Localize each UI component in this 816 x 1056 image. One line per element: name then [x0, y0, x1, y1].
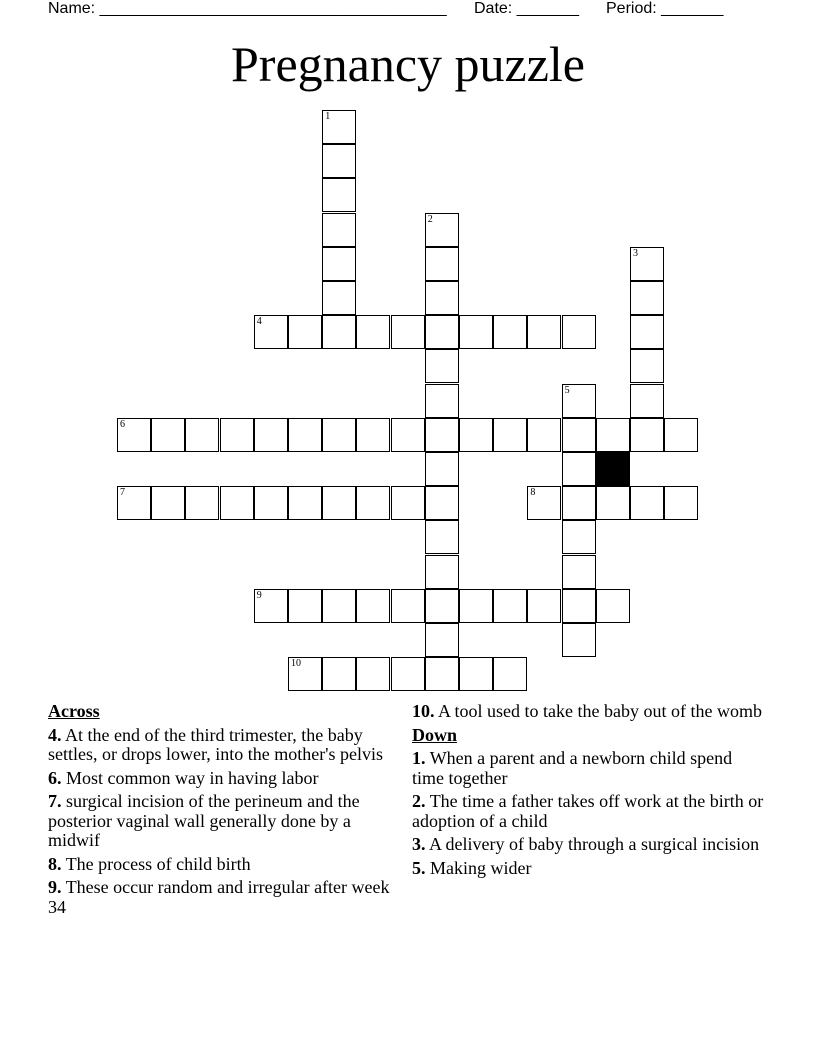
grid-cell[interactable]	[322, 110, 356, 144]
grid-cell[interactable]	[425, 452, 459, 486]
grid-cell[interactable]	[630, 349, 664, 383]
grid-cell[interactable]	[425, 589, 459, 623]
grid-cell[interactable]	[459, 315, 493, 349]
grid-cell[interactable]	[220, 418, 254, 452]
cell-number: 2	[427, 213, 433, 225]
name-field[interactable]: Name: _______________________________________	[48, 0, 447, 17]
grid-cell[interactable]	[630, 384, 664, 418]
grid-cell[interactable]	[425, 349, 459, 383]
grid-cell[interactable]	[493, 315, 527, 349]
grid-cell[interactable]	[254, 589, 288, 623]
grid-cell[interactable]	[356, 589, 390, 623]
grid-cell[interactable]	[425, 247, 459, 281]
grid-cell[interactable]	[322, 178, 356, 212]
grid-cell[interactable]	[459, 657, 493, 691]
grid-cell[interactable]	[220, 486, 254, 520]
across-clues	[48, 702, 403, 921]
grid-cell[interactable]	[493, 589, 527, 623]
grid-cell[interactable]	[596, 589, 630, 623]
grid-cell[interactable]	[527, 589, 561, 623]
grid-cell[interactable]	[391, 589, 425, 623]
clue-down-2: 2. The time a father takes off work at the birth or adoption of a child	[412, 791, 764, 831]
grid-cell[interactable]	[322, 144, 356, 178]
grid-cell[interactable]	[425, 281, 459, 315]
grid-cell[interactable]	[630, 281, 664, 315]
grid-cell[interactable]	[493, 418, 527, 452]
grid-cell[interactable]	[596, 418, 630, 452]
grid-cell[interactable]	[425, 213, 459, 247]
clue-down-1: 1. When a parent and a newborn child spend time together	[412, 748, 733, 788]
puzzle-title: Pregnancy puzzle	[230, 36, 585, 92]
grid-cell[interactable]	[630, 247, 664, 281]
clue-down-3: 3. A delivery of baby through a surgical incision	[412, 834, 760, 854]
grid-cell[interactable]	[425, 555, 459, 589]
clue-across-6: 6. Most common way in having labor	[48, 767, 319, 788]
grid-cell[interactable]	[391, 315, 425, 349]
clue-across-4: 4. At the end of the third trimester, the baby settles, or drops lower, into the mother's pelvis	[48, 724, 383, 764]
grid-cell[interactable]	[562, 486, 596, 520]
cell-number: 5	[564, 384, 570, 396]
cell-number: 4	[256, 316, 262, 328]
grid-cell[interactable]	[288, 418, 322, 452]
clue-across-10: 10. A tool used to take the baby out of the womb	[412, 701, 762, 721]
grid-cell[interactable]	[630, 486, 664, 520]
cell-number: 10	[291, 658, 301, 670]
cell-number: 8	[530, 487, 536, 499]
grid-cell[interactable]	[391, 657, 425, 691]
grid-cell[interactable]	[322, 247, 356, 281]
grid-cell[interactable]	[185, 486, 219, 520]
grid-cell[interactable]	[596, 486, 630, 520]
grid-cell[interactable]	[562, 452, 596, 486]
grid-cell[interactable]	[322, 657, 356, 691]
grid-cell[interactable]	[151, 486, 185, 520]
grid-cell[interactable]	[117, 418, 151, 452]
grid-cell[interactable]	[322, 486, 356, 520]
grid-cell[interactable]	[425, 384, 459, 418]
grid-cell[interactable]	[527, 418, 561, 452]
grid-cell[interactable]	[356, 486, 390, 520]
grid-cell[interactable]	[151, 418, 185, 452]
grid-cell[interactable]	[288, 589, 322, 623]
grid-cell[interactable]	[562, 418, 596, 452]
grid-cell[interactable]	[562, 589, 596, 623]
grid-cell[interactable]	[425, 520, 459, 554]
grid-cell[interactable]	[322, 589, 356, 623]
grid-cell[interactable]	[425, 315, 459, 349]
grid-cell[interactable]	[322, 418, 356, 452]
cell-number: 9	[256, 589, 262, 601]
grid-cell[interactable]	[562, 520, 596, 554]
grid-cell[interactable]	[630, 315, 664, 349]
grid-cell[interactable]	[322, 213, 356, 247]
grid-cell[interactable]	[254, 418, 288, 452]
clue-across-9: 9. These occur random and irregular after week 34	[48, 877, 390, 917]
grid-cell[interactable]	[459, 589, 493, 623]
grid-cell[interactable]	[288, 657, 322, 691]
grid-cell[interactable]	[562, 555, 596, 589]
grid-cell[interactable]	[288, 315, 322, 349]
clue-down-5: 5. Making wider	[412, 857, 532, 878]
grid-cell[interactable]	[630, 418, 664, 452]
grid-cell[interactable]	[356, 418, 390, 452]
grid-cell[interactable]	[391, 486, 425, 520]
grid-cell[interactable]	[185, 418, 219, 452]
grid-cell[interactable]	[356, 315, 390, 349]
cell-number: 6	[120, 418, 125, 430]
grid-cell[interactable]	[425, 486, 459, 520]
grid-cell[interactable]	[562, 315, 596, 349]
grid-cell[interactable]	[493, 657, 527, 691]
date-field[interactable]: Date: _______	[474, 0, 579, 17]
grid-cell[interactable]	[117, 486, 151, 520]
period-field[interactable]: Period: _______	[606, 0, 724, 17]
grid-cell[interactable]	[562, 384, 596, 418]
black-cell	[596, 452, 630, 486]
across-heading: Across	[48, 701, 100, 721]
clue-across-8: 8. The process of child birth	[48, 853, 251, 874]
grid-cell[interactable]	[527, 315, 561, 349]
cell-number: 3	[633, 247, 638, 259]
down-heading: Down	[412, 724, 458, 745]
grid-cell[interactable]	[322, 281, 356, 315]
grid-cell[interactable]	[254, 315, 288, 349]
grid-cell[interactable]	[254, 486, 288, 520]
cell-number: 1	[325, 111, 331, 122]
grid-cell[interactable]	[322, 315, 356, 349]
grid-cell[interactable]	[288, 486, 322, 520]
grid-cell[interactable]	[425, 657, 459, 691]
grid-cell[interactable]	[425, 623, 459, 657]
grid-cell[interactable]	[459, 418, 493, 452]
right-clues	[412, 702, 768, 882]
grid-cell[interactable]	[562, 623, 596, 657]
grid-cell[interactable]	[664, 418, 698, 452]
grid-cell[interactable]	[356, 657, 390, 691]
grid-cell[interactable]	[391, 418, 425, 452]
grid-cell[interactable]	[664, 486, 698, 520]
cell-number: 7	[120, 487, 125, 499]
grid-cell[interactable]	[425, 418, 459, 452]
grid-cell[interactable]	[527, 486, 561, 520]
clue-across-7: 7. surgical incision of the perineum and the posterior vaginal wall generally done by a midwif	[48, 791, 360, 850]
